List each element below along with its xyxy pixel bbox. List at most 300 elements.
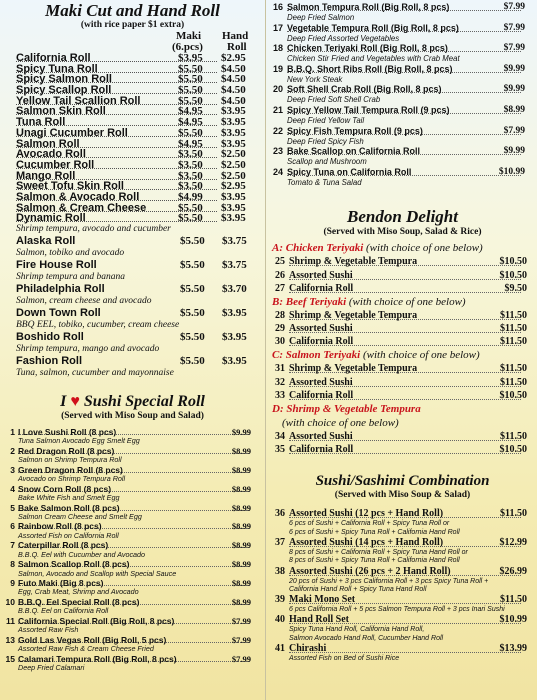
hand-price: $4.50 <box>221 94 246 107</box>
item-name: Philadelphia Roll <box>16 283 105 295</box>
maki-column-headers <box>0 31 265 53</box>
bendon-section-title: Bendon Delight <box>347 207 458 227</box>
hand-price: $3.95 <box>221 126 246 139</box>
menu-row <box>0 160 265 171</box>
item-price: $7.99 <box>503 43 525 54</box>
item-name: California Special Roll (Big Roll, 8 pcs) <box>18 615 175 626</box>
hand-price: $2.50 <box>221 148 246 161</box>
menu-row <box>268 443 537 456</box>
item-description: Shrimp tempura, mango and avocado <box>16 344 160 354</box>
item-price: $10.50 <box>499 444 527 456</box>
item-name: Fire House Roll <box>16 259 97 271</box>
group-note: (with choice of one below) <box>348 295 466 308</box>
menu-row <box>268 508 537 520</box>
item-name: Avocado Roll <box>16 148 86 161</box>
menu-row <box>268 430 537 443</box>
item-name: Bake Scallop on California Roll <box>287 146 421 157</box>
menu-row <box>268 146 537 157</box>
item-price: $7.99 <box>231 615 251 626</box>
col-maki-header: Maki <box>176 30 202 42</box>
maki-price: $5.50 <box>178 62 203 75</box>
item-description: Avocado on Shrimp Tempura Roll <box>18 474 126 484</box>
item-number: 38 <box>275 565 285 577</box>
maki-price: $3.50 <box>178 148 203 161</box>
maki-price: $5.50 <box>180 259 205 271</box>
menu-row <box>0 446 265 456</box>
item-name: Cucumber Roll <box>16 158 95 171</box>
left-column <box>0 0 265 673</box>
item-name: B.B.Q. Short Ribs Roll (Big Roll, 8 pcs) <box>287 63 453 74</box>
item-name: Vegetable Tempura Roll (Big Roll, 8 pcs) <box>287 22 459 33</box>
item-price: $11.50 <box>500 508 527 520</box>
menu-row <box>0 559 265 569</box>
item-name: Bake Salmon Roll (8 pcs) <box>18 502 120 513</box>
item-price: $8.99 <box>231 540 251 551</box>
item-number: 41 <box>275 643 285 655</box>
item-number: 36 <box>275 508 285 520</box>
item-name: Maki Mono Set <box>289 594 356 606</box>
item-name: Spicy Scallop Roll <box>16 84 112 97</box>
maki-price: $4.95 <box>178 116 203 129</box>
menu-row <box>0 307 265 320</box>
menu-row <box>268 269 537 282</box>
menu-row <box>268 537 537 549</box>
item-name: Fashion Roll <box>16 355 82 367</box>
item-description: Deep Fried Yellow Tail <box>287 115 365 125</box>
menu-row <box>0 635 265 645</box>
item-name: California Roll <box>289 336 354 348</box>
hand-price: $3.95 <box>222 355 247 367</box>
item-number: 19 <box>272 63 283 74</box>
item-name: Yellow Tail Scallion Roll <box>16 94 141 107</box>
menu-row <box>0 213 265 224</box>
bendon-group-heading <box>268 241 537 255</box>
menu-row <box>268 335 537 348</box>
item-number: 21 <box>272 104 283 115</box>
item-description: Deep Fried Soft Shell Crab <box>287 95 381 105</box>
special-section-subtitle: (Served with Miso Soup and Salad) <box>61 411 204 421</box>
menu-row <box>268 614 537 626</box>
hand-price: $3.95 <box>221 212 246 225</box>
item-description: 20 pcs of Sushi + 3 pcs California Roll + 3 pcs Spicy Tuna Roll + <box>289 577 489 585</box>
maki-price: $5.50 <box>178 73 203 86</box>
menu-row <box>0 484 265 494</box>
item-number: 3 <box>10 464 15 475</box>
menu-row <box>268 322 537 335</box>
title-word-i: I <box>60 393 67 410</box>
menu-row <box>268 126 537 137</box>
item-name: Alaska Roll <box>16 235 76 247</box>
bendon-group-heading <box>268 402 537 416</box>
item-number: 28 <box>275 309 285 321</box>
item-description: 6 pcs of Sushi + California Roll + Spicy Tuna Roll or <box>289 520 450 528</box>
item-description: Spicy Tuna Hand Roll, California Hand Roll, <box>289 626 425 634</box>
group-name: Beef Teriyaki <box>285 295 347 308</box>
maki-list-described <box>0 235 265 379</box>
item-number: 18 <box>272 43 283 54</box>
special-section-title <box>0 393 265 411</box>
hand-price: $3.95 <box>221 105 246 118</box>
item-number: 5 <box>10 502 15 513</box>
menu-row <box>268 309 537 322</box>
bendon-list <box>268 241 537 456</box>
item-description: 6 pcs California Roll + 5 pcs Salmon Tempura Roll + 3 pcs Inari Sushi <box>289 606 505 614</box>
item-description: Salmon, cream cheese and avocado <box>16 296 152 306</box>
item-name: Red Dragon Roll (8 pcs) <box>18 445 115 456</box>
heart-icon: ♥ <box>70 393 80 410</box>
menu-row <box>268 282 537 295</box>
item-name: Salmon Skin Roll <box>16 105 106 118</box>
item-number: 15 <box>5 653 15 664</box>
item-name: Shrimp & Vegetable Tempura <box>289 309 418 321</box>
item-description: Tuna, salmon, cucumber and mayonnaise <box>16 368 174 378</box>
menu-row <box>0 128 265 139</box>
item-description: Shrimp tempura and banana <box>16 272 125 282</box>
item-name: Tuna Roll <box>16 116 66 129</box>
bendon-group-note <box>268 416 537 430</box>
item-price: $7.99 <box>503 22 525 33</box>
group-note: (with choice of one below) <box>282 417 399 430</box>
maki-price: $5.50 <box>178 126 203 139</box>
item-number: 20 <box>272 84 283 95</box>
menu-row <box>268 376 537 389</box>
menu-row <box>268 2 537 13</box>
menu-row <box>0 427 265 437</box>
item-price: $10.50 <box>499 269 527 281</box>
item-name: California Roll <box>289 282 354 294</box>
item-price: $7.99 <box>503 2 525 12</box>
item-number: 32 <box>275 376 285 388</box>
item-number: 37 <box>275 537 285 548</box>
special-roll-list-continued <box>268 2 537 187</box>
item-number: 17 <box>272 22 283 33</box>
item-name: Spicy Yellow Tail Tempura Roll (9 pcs) <box>287 104 450 115</box>
item-name: Down Town Roll <box>16 307 101 319</box>
item-description: Deep Fried Assorted Vegetables <box>287 33 400 43</box>
col-hand-sub-header: Roll <box>227 41 247 53</box>
item-name: Spicy Tuna Roll <box>16 62 98 75</box>
combo-list <box>268 508 537 663</box>
menu-row <box>268 255 537 268</box>
item-price: $8.99 <box>231 521 251 532</box>
item-description: Egg, Crab Meat, Shrimp and Avocado <box>18 587 139 597</box>
item-number: 35 <box>275 444 285 456</box>
hand-price: $2.95 <box>221 180 246 193</box>
maki-list <box>0 53 265 224</box>
item-price: $8.99 <box>231 502 251 513</box>
item-name: Unagi Cucumber Roll <box>16 126 128 139</box>
bendon-section-subtitle: (Served with Miso Soup, Salad & Rice) <box>323 227 482 238</box>
item-name: Mango Roll <box>16 169 76 182</box>
item-description: New York Steak <box>287 74 343 84</box>
item-name: Salmon Roll <box>16 137 80 150</box>
maki-price: $5.50 <box>180 331 205 343</box>
group-name: Salmon Teriyaki <box>285 349 361 362</box>
maki-price: $4.95 <box>178 105 203 118</box>
menu-row <box>268 389 537 402</box>
menu-row <box>0 331 265 344</box>
hand-price: $2.50 <box>221 158 246 171</box>
item-name: Snow Corn Roll (8 pcs) <box>18 483 112 494</box>
item-price: $10.50 <box>499 256 527 268</box>
group-letter: D: <box>272 403 284 416</box>
item-price: $11.50 <box>500 323 527 335</box>
item-number: 30 <box>275 336 285 348</box>
item-price: $8.99 <box>231 559 251 570</box>
item-price: $10.99 <box>498 166 525 177</box>
item-name: Assorted Sushi (14 pcs + Hand Roll) <box>289 537 444 548</box>
item-description: Deep Fried Calamari <box>18 662 85 672</box>
item-number: 26 <box>275 269 285 281</box>
hand-price: $3.75 <box>222 259 247 271</box>
group-letter: B: <box>272 295 283 308</box>
menu-row <box>268 566 537 578</box>
hand-price: $3.95 <box>221 137 246 150</box>
item-price: $9.99 <box>231 427 251 437</box>
menu-row <box>0 283 265 296</box>
item-name: California Roll <box>289 389 354 401</box>
item-name: Calamari Tempura Roll (Big Roll, 8 pcs) <box>18 653 177 664</box>
item-description: Tuna Salmon Avocado Egg Smelt Egg <box>18 436 140 446</box>
item-name: California Roll <box>16 52 91 64</box>
right-column <box>268 0 537 663</box>
maki-price: $5.50 <box>180 355 205 367</box>
maki-price: $5.50 <box>178 212 203 225</box>
special-roll-list <box>0 427 265 673</box>
maki-section-title: Maki Cut and Hand Roll <box>45 1 220 20</box>
item-description: Assorted Fish on California Roll <box>18 530 119 540</box>
hand-price: $4.50 <box>221 73 246 86</box>
item-price: $13.99 <box>499 643 527 655</box>
item-name: Spicy Salmon Roll <box>16 73 112 86</box>
menu-row <box>268 64 537 75</box>
maki-price: $5.50 <box>180 235 205 247</box>
hand-price: $3.75 <box>222 235 247 247</box>
menu-row <box>268 643 537 655</box>
item-name: Spicy Tuna on California Roll <box>287 166 412 177</box>
item-name: Shrimp & Vegetable Tempura <box>289 256 418 268</box>
hand-price: $4.50 <box>221 62 246 75</box>
item-number: 23 <box>272 146 283 157</box>
hand-price: $2.50 <box>221 169 246 182</box>
item-description: B.B.Q. Eel on California Roll <box>18 606 109 616</box>
item-description: Scallop and Mushroom <box>287 157 367 167</box>
maki-price: $5.50 <box>178 201 203 214</box>
hand-price: $2.95 <box>221 52 246 64</box>
item-description: California Hand Roll + Spicy Tuna Hand Roll <box>289 585 427 593</box>
item-name: Dynamic Roll <box>16 212 86 225</box>
item-name: Salmon Scallop Roll (8 pcs) <box>18 559 130 570</box>
item-number: 13 <box>5 634 15 645</box>
item-number: 10 <box>5 597 15 608</box>
item-number: 24 <box>272 166 283 177</box>
item-description: Bake White Fish and Smelt Egg <box>18 492 120 502</box>
item-description: Assorted Fish on Bed of Sushi Rice <box>289 655 400 663</box>
item-price: $9.99 <box>503 146 525 157</box>
item-number: 9 <box>10 578 15 589</box>
menu-row <box>0 540 265 550</box>
item-name: Rainbow Roll (8 pcs) <box>18 521 102 532</box>
maki-price: $3.50 <box>178 158 203 171</box>
item-name: Chicken Teriyaki Roll (Big Roll, 8 pcs) <box>287 43 448 54</box>
col-hand-header: Hand <box>222 30 249 42</box>
item-name: Shrimp & Vegetable Tempura <box>289 363 418 375</box>
item-price: $7.99 <box>231 634 251 645</box>
item-price: $7.99 <box>231 653 251 664</box>
item-name: Salmon & Cream Cheese <box>16 201 147 214</box>
item-price: $11.50 <box>500 376 527 388</box>
menu-row <box>268 84 537 95</box>
item-description: Assorted Raw Fish & Cream Cheese Fried <box>18 644 154 654</box>
bendon-group-heading <box>268 295 537 309</box>
item-number: 2 <box>10 445 15 456</box>
menu-row <box>268 167 537 178</box>
menu-row <box>0 465 265 475</box>
column-divider <box>265 0 266 700</box>
group-note: (with choice of one below) <box>366 242 483 255</box>
item-price: $10.50 <box>499 389 527 401</box>
menu-row <box>268 105 537 116</box>
item-price: $8.99 <box>231 578 251 589</box>
item-name: Boshido Roll <box>16 331 84 343</box>
item-price: $11.50 <box>500 336 527 348</box>
item-number: 6 <box>10 521 15 532</box>
item-name: Assorted Sushi <box>289 376 353 388</box>
item-price: $8.99 <box>231 483 251 494</box>
item-description: Deep Fried Spicy Fish <box>287 136 364 146</box>
menu-row <box>268 594 537 606</box>
item-name: Spicy Fish Tempura Roll (9 pcs) <box>287 125 423 136</box>
item-name: Green Dragon Roll (8 pcs) <box>18 464 123 475</box>
item-number: 7 <box>10 540 15 551</box>
hand-price: $3.95 <box>222 331 247 343</box>
title-rest: Sushi Special Roll <box>83 393 205 410</box>
bendon-group-heading <box>268 348 537 362</box>
item-description: Salmon on Shrimp Tempura Roll <box>18 455 122 465</box>
item-number: 1 <box>10 427 15 437</box>
item-description: Salmon, Avocado and Scallop with Special Sauce <box>18 568 177 578</box>
item-name: Caterpillar Roll (8 pcs) <box>18 540 109 551</box>
item-number: 11 <box>6 615 15 626</box>
item-name: Chirashi <box>289 643 327 655</box>
maki-price: $3.95 <box>178 52 203 64</box>
item-number: 22 <box>272 125 283 136</box>
item-number: 25 <box>275 256 285 268</box>
group-letter: C: <box>272 349 283 362</box>
item-name: B.B.Q. Eel Special Roll (8 pcs) <box>18 597 140 608</box>
menu-row <box>0 503 265 513</box>
item-price: $8.99 <box>503 104 525 115</box>
item-price: $12.99 <box>499 537 527 548</box>
item-description: Chicken Stir Fried and Vegetables with Crab Meat <box>287 54 460 64</box>
item-price: $9.50 <box>504 282 527 294</box>
menu-row <box>268 362 537 375</box>
item-price: $11.50 <box>500 309 527 321</box>
item-description: Deep Fried Salmon <box>287 13 355 22</box>
hand-price: $3.95 <box>221 190 246 203</box>
item-name: California Roll <box>289 444 354 456</box>
item-number: 31 <box>275 363 285 375</box>
item-number: 34 <box>275 431 285 443</box>
hand-price: $4.50 <box>221 84 246 97</box>
hand-price: $3.70 <box>222 283 247 295</box>
item-description: 8 pcs of Sushi + Spicy Tuna Roll + California Hand Roll <box>289 557 460 565</box>
item-price: $10.99 <box>499 614 527 626</box>
item-price: $26.99 <box>499 565 527 577</box>
item-price: $9.99 <box>503 63 525 74</box>
item-price: $11.50 <box>500 431 527 443</box>
item-number: 8 <box>10 559 15 570</box>
group-name: Shrimp & Vegetable Tempura <box>286 403 421 416</box>
menu-row <box>268 23 537 34</box>
item-price: $8.99 <box>231 464 251 475</box>
item-description: B.B.Q. Eel with Cucumber and Avocado <box>18 549 146 559</box>
item-name: Salmon & Avocado Roll <box>16 190 140 203</box>
item-name: Assorted Sushi <box>289 431 353 443</box>
maki-price: $4.95 <box>178 137 203 150</box>
item-price: $8.99 <box>231 445 251 456</box>
item-price: $11.50 <box>500 363 527 375</box>
menu-row <box>0 259 265 272</box>
menu-row <box>0 654 265 664</box>
menu-row <box>0 616 265 626</box>
group-note: (with choice of one below) <box>362 349 480 362</box>
combo-section-subtitle: (Served with Miso Soup & Salad) <box>334 490 471 501</box>
item-name: Soft Shell Crab Roll (Big Roll, 8 pcs) <box>287 84 442 95</box>
group-name: Chicken Teriyaki <box>285 242 364 255</box>
item-number: 27 <box>275 282 285 294</box>
item-number: 33 <box>275 389 285 401</box>
menu-row <box>0 235 265 248</box>
item-number: 40 <box>275 614 285 626</box>
hand-price: $3.95 <box>221 201 246 214</box>
item-name: Sweet Tofu Skin Roll <box>16 180 124 193</box>
maki-section-subtitle: (with rice paper $1 extra) <box>80 20 185 30</box>
item-name: Assorted Sushi (26 pcs + 2 Hand Roll) <box>289 565 451 577</box>
maki-price: $4.99 <box>178 190 203 203</box>
item-description: Assorted Raw Fish <box>18 625 79 635</box>
item-name: Assorted Sushi <box>289 323 353 335</box>
hand-price: $3.95 <box>221 116 246 129</box>
group-letter: A: <box>272 242 283 255</box>
maki-price: $3.50 <box>178 169 203 182</box>
item-price: $8.99 <box>231 597 251 608</box>
item-number: 4 <box>10 483 15 494</box>
item-name: Futo Maki (Big 8 pcs) <box>18 578 104 589</box>
item-name: Assorted Sushi <box>289 269 353 281</box>
item-number: 16 <box>272 2 283 12</box>
item-number: 39 <box>275 594 285 606</box>
menu-row <box>0 578 265 588</box>
item-price: $9.99 <box>503 84 525 95</box>
item-description: 6 pcs of Sushi + Spicy Tuna Roll + California Hand Roll <box>289 528 460 536</box>
hand-price: $3.95 <box>222 307 247 319</box>
maki-price: $5.50 <box>180 307 205 319</box>
item-description: Salmon Cream Cheese and Smelt Egg <box>18 511 142 521</box>
item-description: 8 pcs of Sushi + California Roll + Spicy Tuna Hand Roll or <box>289 549 468 556</box>
item-name: Gold Las Vegas Roll (Big Roll, 5 pcs) <box>18 634 167 645</box>
combo-section-title: Sushi/Sashimi Combination <box>315 473 490 490</box>
maki-price: $5.50 <box>180 283 205 295</box>
col-maki-pcs-header: (6.pcs) <box>172 41 203 53</box>
item-description: Salmon Avocado Hand Roll, Cucumber Hand Roll <box>289 634 444 642</box>
menu-row <box>268 43 537 54</box>
item-name: Salmon Tempura Roll (Big Roll, 8 pcs) <box>287 2 450 12</box>
item-description: BBQ EEL, tobiko, cucumber, cream cheese <box>16 320 180 330</box>
item-description: Tomato & Tuna Salad <box>287 177 362 187</box>
menu-row <box>0 597 265 607</box>
menu-row <box>0 355 265 368</box>
